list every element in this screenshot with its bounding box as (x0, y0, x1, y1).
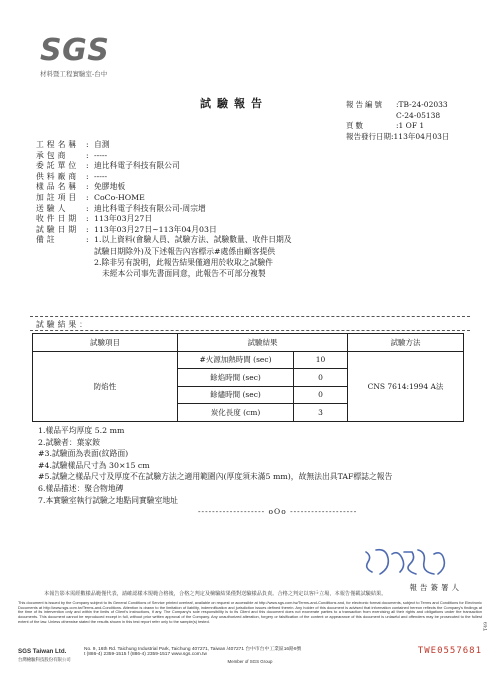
remark-line: 試驗日期除外)及下述報告內容標示#處係由顧客提供 (94, 246, 276, 256)
info-row (36, 151, 466, 162)
report-title: 試驗報告 (200, 97, 268, 110)
info-colon: : (86, 224, 89, 234)
fine-print: 本報告影本需經數樣品範僅代表，請確認樣本規範合格後，合格之判定及檢驗結果僅對送驗樣品負責。合格之判定以客戶立場，本報告僅載試驗結果。 (44, 591, 387, 597)
info-label: 備註 (36, 235, 58, 245)
signature-block (352, 546, 462, 593)
info-label: 供料廠商 (36, 171, 80, 181)
info-value: ----- (94, 150, 108, 160)
info-colon: : (86, 171, 89, 181)
info-value: 113年03月27日~113年04月03日 (94, 224, 217, 234)
meta-label: 報告發行日期 (346, 131, 391, 141)
meta-value: C-24-05138 (396, 110, 441, 120)
divider (30, 330, 470, 331)
info-label: 委託單位 (36, 161, 80, 171)
measure-value: 0 (294, 369, 348, 387)
info-colon: : (86, 235, 89, 245)
meta-label (346, 111, 396, 122)
info-colon: : (86, 140, 89, 149)
end-mark: ------------------- oOo ------------------- (198, 507, 358, 516)
info-row (36, 172, 466, 183)
footer-serial (386, 646, 482, 656)
meta-value: :TB-24-02033 (396, 100, 448, 109)
info-row (36, 193, 466, 204)
remark-line: 未經本公司事先書面同意，此報告不可部分複製 (102, 268, 266, 278)
meta-label: 頁數 (346, 121, 365, 130)
meta-label: 報告編號 (346, 100, 384, 109)
note-line: 7.本實驗室執行試驗之地點同實驗室地址 (38, 495, 178, 505)
footer-phone: t (886-4) 2359-1515 f (886-4) 2359-1517 www.sgs.com.tw (84, 652, 207, 657)
table-header-row (33, 334, 464, 352)
info-value: 迪比科電子科技有限公司-周宗增 (94, 203, 206, 213)
info-value: 迪比科電子科技有限公司 (94, 161, 180, 171)
info-colon: : (86, 192, 89, 202)
serial-number: 0557681 (437, 646, 482, 656)
company-name-zh: 台灣檢驗科技股份有限公司 (18, 657, 71, 662)
lab-name: 材料暨工程實驗室-台中 (40, 70, 108, 78)
info-value: 113年03月27日 (94, 214, 153, 224)
info-row (36, 161, 466, 172)
info-colon: : (86, 150, 89, 160)
company-name-en: SGS Taiwan Ltd. (18, 647, 67, 655)
measure-value: 10 (294, 351, 348, 369)
info-label: 承包商 (36, 150, 69, 160)
footer-contact (84, 645, 386, 657)
info-label: 加註項目 (36, 192, 80, 202)
sgs-logo-mark: SGS (40, 33, 110, 68)
results-label: 試驗結果： (36, 320, 90, 329)
info-row (36, 204, 466, 215)
signature-scrawl (352, 546, 462, 578)
note-line: #3.試驗面為表面(紋路面) (38, 449, 129, 459)
info-label: 工程名稱 (36, 140, 80, 149)
report-meta (346, 100, 449, 142)
serial-prefix: TWE (417, 646, 438, 656)
member-of-group: Member of SGS Group (227, 659, 273, 664)
note-line: 6.樣品描述：聚合物地磚 (38, 483, 124, 493)
info-colon: : (86, 182, 89, 192)
sgs-logo (40, 33, 118, 78)
test-method: CNS 7614:1994 A法 (348, 351, 464, 421)
info-label: 試驗日期 (36, 224, 80, 234)
measure-name: 炭化長度 (cm) (178, 404, 294, 422)
info-row (36, 182, 466, 193)
measure-name: 餘焰時間 (sec) (178, 369, 294, 387)
note-line: 2.試驗者：葉家銨 (38, 437, 101, 447)
info-colon: : (86, 203, 89, 213)
meta-value: :1 OF 1 (396, 121, 425, 130)
remark-line: 2.除非另有說明，此報告結果僅適用於收取之試驗件 (94, 257, 273, 267)
column-header: 試驗結果 (178, 334, 348, 352)
meta-value: :113年04月03日 (391, 131, 450, 141)
measure-value: 0 (294, 386, 348, 404)
info-colon: : (86, 161, 89, 171)
remarks (94, 246, 466, 279)
info-value: 免膠地板 (94, 182, 126, 192)
info-row (36, 225, 466, 236)
info-value: 1.以上資料(會驗人員、試驗方法、試驗數量、收件日期及 (94, 235, 292, 245)
column-header: 試驗項目 (33, 334, 178, 352)
divider (30, 316, 470, 317)
legal-notice: This document is issued by the Company subject to its General Conditions of Service printed overleaf, available on request or accessible at http://www.sgs.com.tw/Terms-and-Conditions and, for electronic format documents, subject to Terms and Conditions for Electronic Documents at http://www.sgs.com.tw/Terms-and-Conditions. Attention is drawn to the limitation of liability, indemnification and jurisdiction issues defined therein. Any holder of this document is advised that information contained hereon reflects the Company's findings at the time of its intervention only and within the limits of Client's instructions, if any. The Company's sole responsibility is to its Client and this document does not exonerate parties to a transaction from exercising all their rights and obligations under the transaction documents. This document cannot be reproduced except in full, without prior written approval of the Company. Any unauthorized alteration, forgery or falsification of the content or appearance of this document is unlawful and offenders may be prosecuted to the fullest extent of the law. Unless otherwise stated the results shown in this test report refer only to the sample(s) tested. (18, 600, 482, 624)
measure-name: 餘燼時間 (sec) (178, 386, 294, 404)
column-header: 試驗方法 (348, 334, 464, 352)
info-label: 送驗人 (36, 203, 69, 213)
table-row (33, 351, 464, 369)
measure-name: #火源加熱時間 (sec) (178, 351, 294, 369)
meta-row-report-no (346, 100, 449, 111)
note-line: #4.試驗樣品尺寸為 30×15 cm (38, 460, 150, 470)
info-value: CoCo-HOME (94, 192, 145, 202)
info-row (36, 214, 466, 225)
info-row (36, 235, 466, 246)
footer-company (18, 648, 84, 655)
measure-value: 3 (294, 404, 348, 422)
note-line: #5.試驗之樣品尺寸及厚度不在試驗方法之適用範圍內(厚度須未滿5 mm)，故無法出具TAF標誌之報告 (38, 472, 393, 482)
report-info (36, 140, 466, 279)
footer-address: No. 9, 16th Rd. Taichung Industrial Park, Taichung 407271, Taiwan /407271 台中市台中工業區16路9號 (84, 647, 302, 652)
meta-row-report-no-2 (346, 111, 449, 122)
info-label: 收件日期 (36, 214, 80, 224)
info-row (36, 140, 466, 151)
test-item: 防焰性 (33, 351, 178, 421)
footer (18, 645, 482, 664)
meta-row-pages (346, 121, 449, 132)
signatory-label: 報告簽署人 (409, 583, 462, 592)
info-colon: : (86, 214, 89, 224)
side-code: T49 (484, 622, 489, 631)
info-value: ----- (94, 171, 108, 181)
footer-line (18, 645, 482, 657)
info-value: 自測 (94, 140, 110, 149)
info-label: 樣品名稱 (36, 182, 80, 192)
note-line: 1.樣品平均厚度 5.2 mm (38, 426, 125, 435)
notes (38, 425, 392, 506)
results-table (32, 333, 464, 422)
